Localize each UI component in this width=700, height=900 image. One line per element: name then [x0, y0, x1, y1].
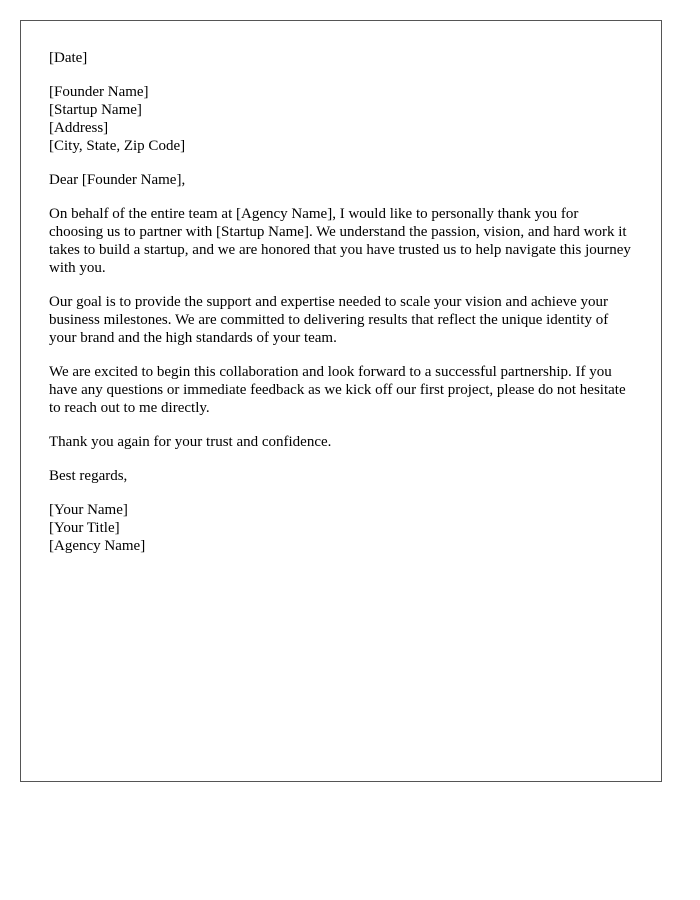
body-paragraph-4: Thank you again for your trust and confidence. [49, 434, 332, 450]
letter-date: [Date] [49, 50, 88, 66]
body-paragraph-3: We are excited to begin this collaboration and look forward to a successful partnership. If you have any questions or immediate feedback as we kick off our first project, please do not hesitate to reach out to me directly. [49, 364, 626, 416]
closing: Best regards, [49, 468, 128, 484]
salutation: Dear [Founder Name], [49, 172, 186, 188]
body-paragraph-1: On behalf of the entire team at [Agency Name], I would like to personally thank you for choosing us to partner with [Startup Name]. We understand the passion, vision, and hard work it takes to build a startup, and we are honored that you have trusted us to help navigate this journey with you. [49, 206, 631, 276]
letter-body [49, 49, 635, 555]
date-block [49, 49, 635, 67]
body-paragraph-2: Our goal is to provide the support and expertise needed to scale your vision and achieve your business milestones. We are committed to delivering results that reflect the unique identity of your brand and the high standards of your team. [49, 294, 609, 346]
closing-block [49, 467, 635, 485]
letter-page [20, 20, 662, 782]
recipient-name: [Founder Name] [49, 84, 149, 100]
signature-name: [Your Name] [49, 502, 128, 518]
recipient-address: [Address] [49, 120, 109, 136]
signature-block [49, 501, 635, 555]
signature-agency: [Agency Name] [49, 538, 146, 554]
recipient-city-state-zip: [City, State, Zip Code] [49, 138, 186, 154]
recipient-address-block [49, 83, 635, 155]
recipient-company: [Startup Name] [49, 102, 142, 118]
salutation-block [49, 171, 635, 189]
signature-title: [Your Title] [49, 520, 120, 536]
